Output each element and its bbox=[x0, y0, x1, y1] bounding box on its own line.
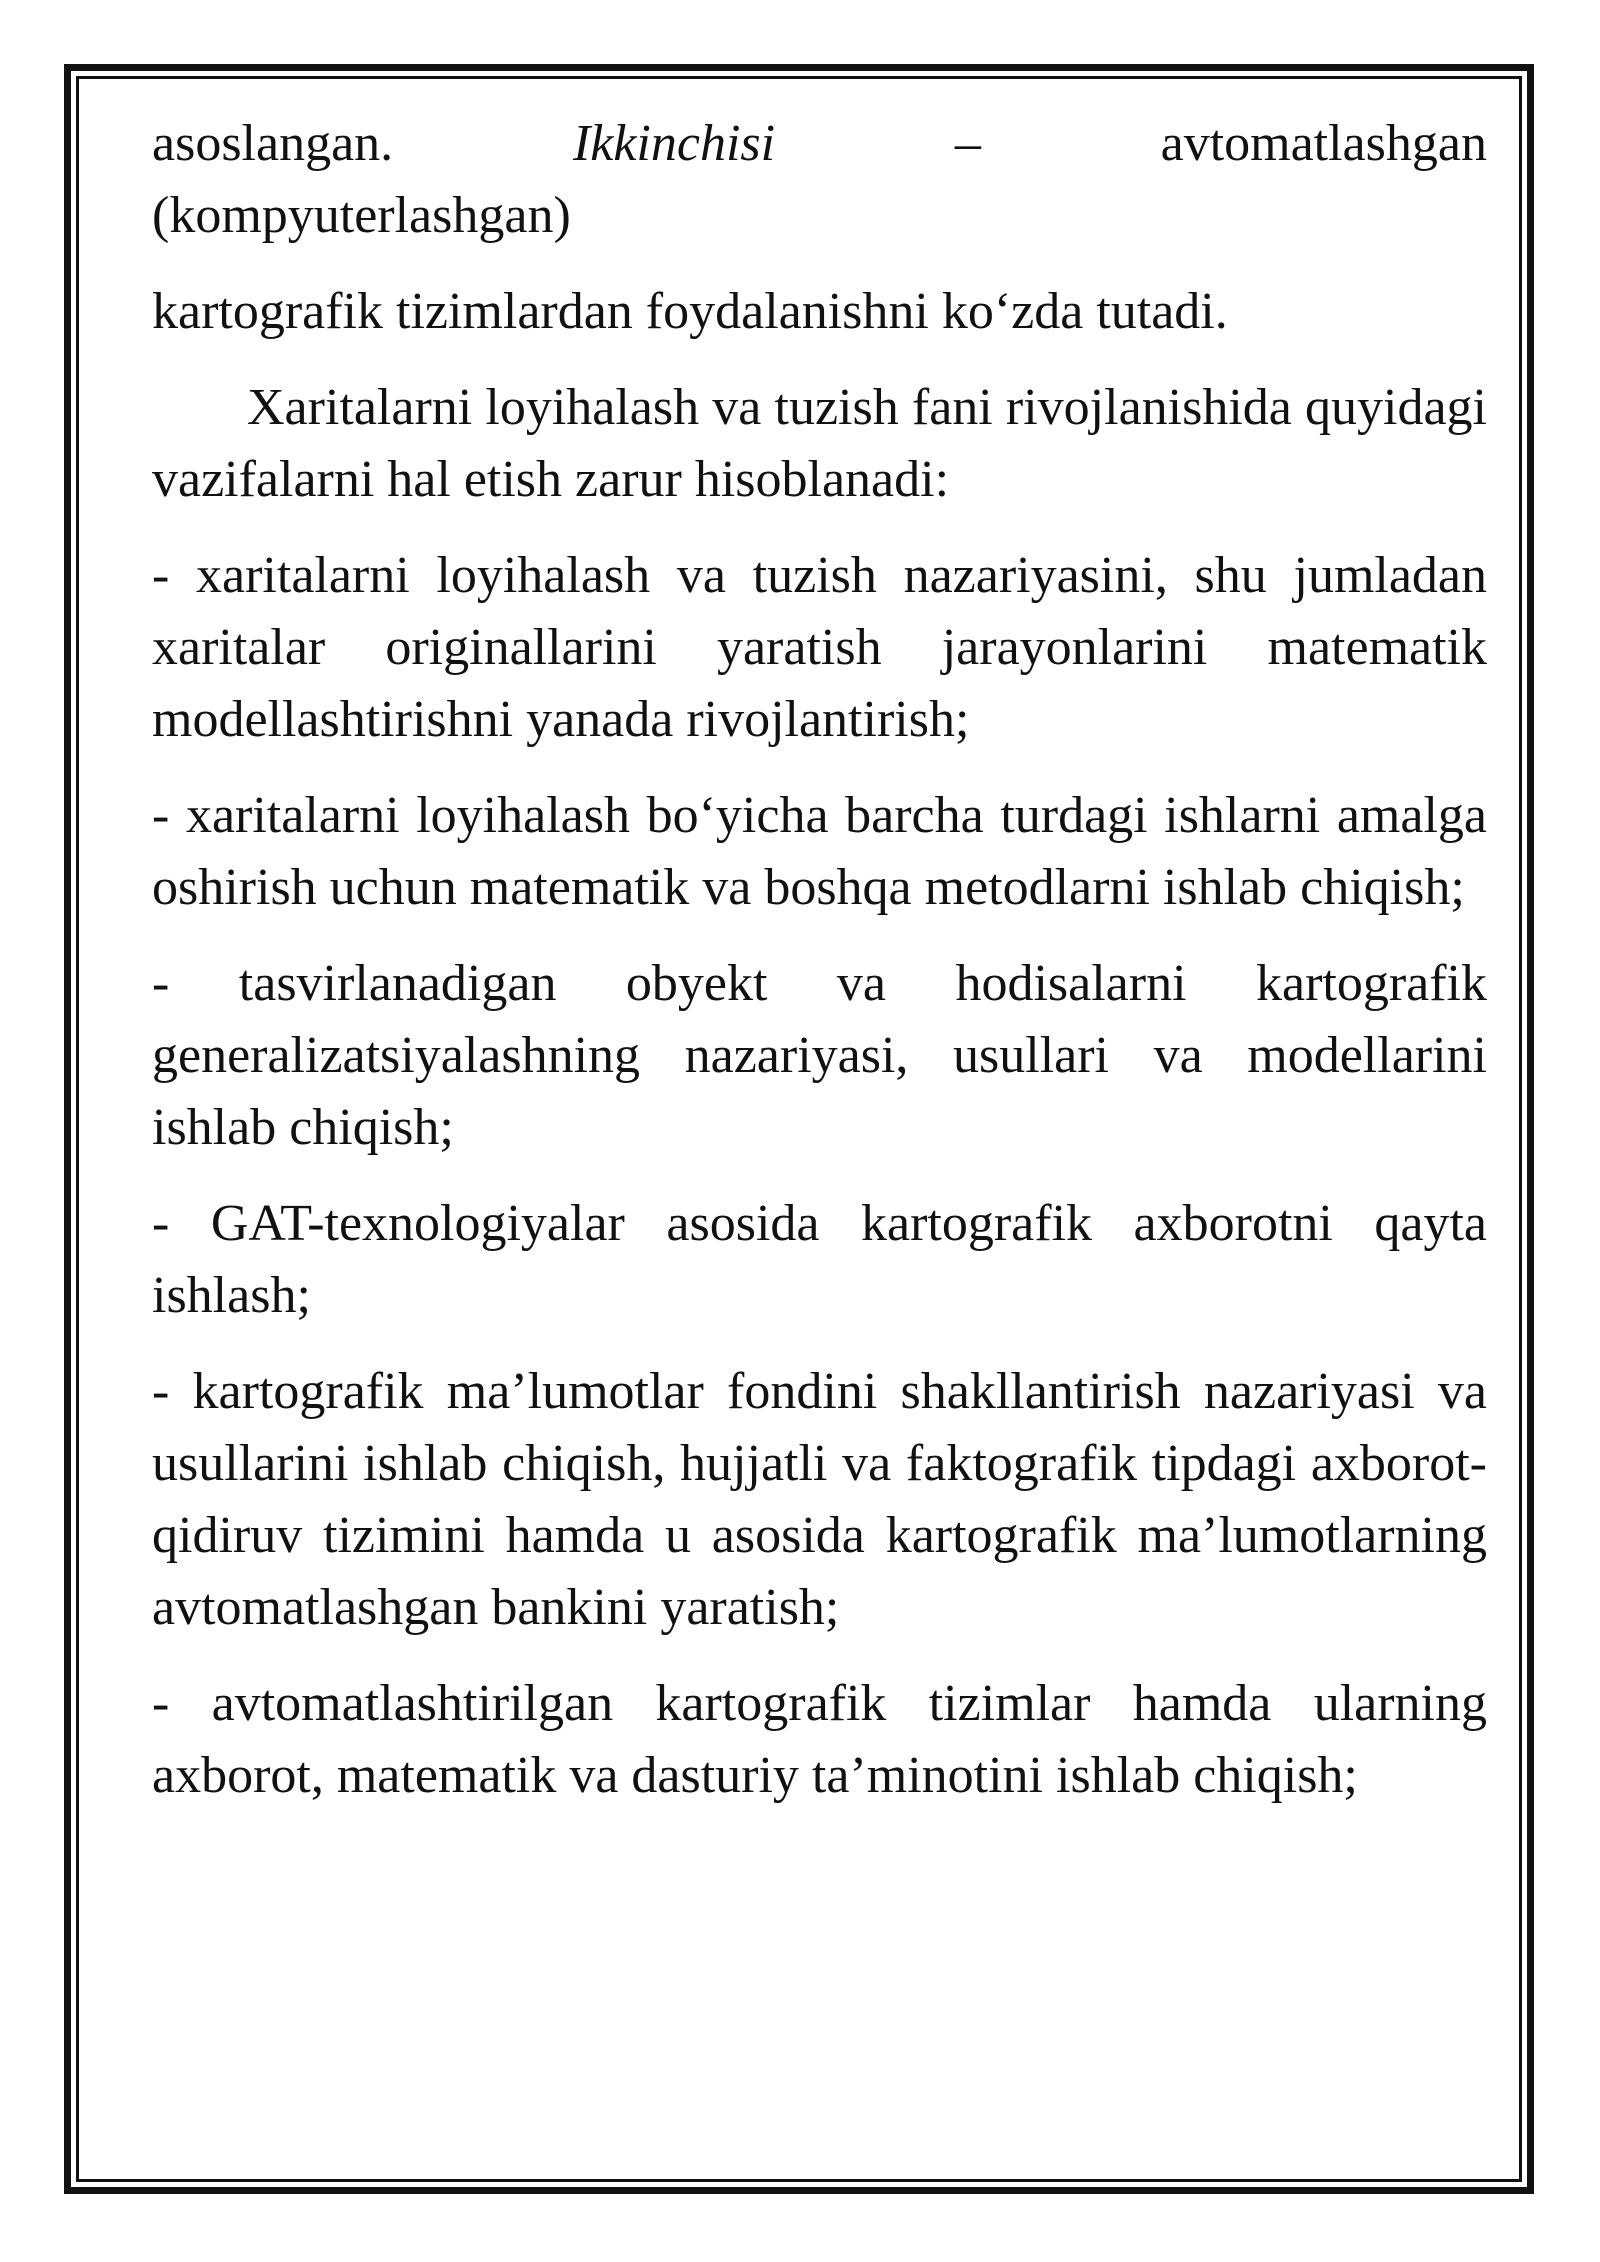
opening-word-italic: Ikkinchisi bbox=[572, 115, 776, 172]
document-body bbox=[152, 108, 1487, 1836]
opening-word-4: avtomatlashgan bbox=[1160, 115, 1487, 172]
list-item: - avtomatlashtirilgan kartografik tizimlar hamda ularning axborot, matematik va dasturiy ta’minotini ishlab chiqish; bbox=[152, 1675, 1487, 1804]
opening-word-1: asoslangan. bbox=[152, 115, 394, 172]
list-item: - kartografik ma’lumotlar fondini shakllantirish nazariyasi va usullarini ishlab chiqish, hujjatli va faktografik tipdagi axborot- qidiruv tizimini hamda u asosida kartografik ma’lumotlarning avtomatlashgan bankini yaratish; bbox=[152, 1363, 1487, 1636]
opening-line bbox=[152, 108, 1487, 180]
list-item: - GAT-texnologiyalar asosida kartografik axborotni qayta ishlash; bbox=[152, 1195, 1487, 1324]
list-item: - xaritalarni loyihalash bo‘yicha barcha turdagi ishlarni amalga oshirish uchun matematik va boshqa metodlarni ishlab chiqish; bbox=[152, 787, 1487, 916]
opening-dash: – bbox=[954, 115, 981, 172]
list-item: - tasvirlanadigan obyekt va hodisalarni kartografik generalizatsiyalashning nazariyasi, usullari va modellarini ishlab chiqish; bbox=[152, 955, 1487, 1156]
list-item: - xaritalarni loyihalash va tuzish nazariyasini, shu jumladan xaritalar originallarini yaratish jarayonlarini matematik modellashtirishni yanada rivojlantirish; bbox=[152, 547, 1487, 748]
paragraph-intro: Xaritalarni loyihalash va tuzish fani rivojlanishida quyidagi vazifalarni hal etish zarur hisoblanadi: bbox=[152, 379, 1487, 508]
opening-line-2: (kompyuterlashgan) bbox=[152, 187, 571, 244]
paragraph-continuation: kartografik tizimlardan foydalanishni ko‘zda tutadi. bbox=[152, 283, 1228, 340]
